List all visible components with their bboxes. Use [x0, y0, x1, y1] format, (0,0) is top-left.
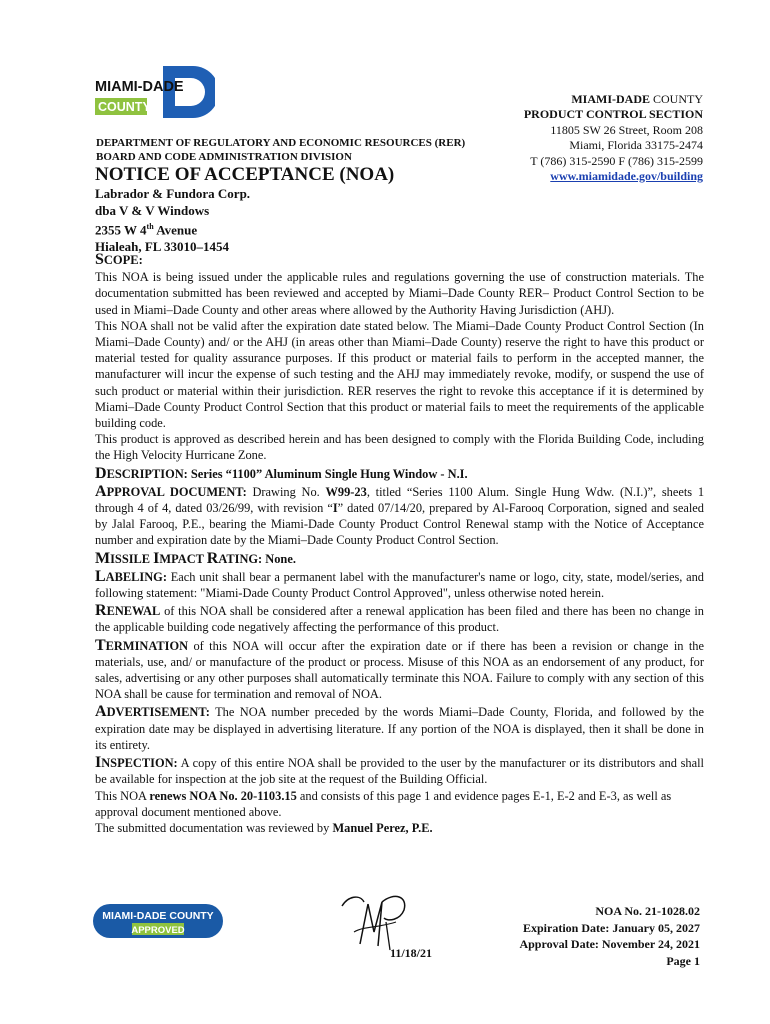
applicant-street-name: Avenue [153, 222, 198, 238]
office-name-bold: MIAMI-DADE [571, 92, 650, 106]
office-city: Miami, Florida 33175-2474 [569, 138, 703, 153]
signature-date: 11/18/21 [390, 946, 433, 960]
inspection-section: INSPECTION: A copy of this entire NOA shall be provided to the user by the manufacturer or its distributors and shall be available for inspection at the job site at the request of the Building Official. [95, 754, 704, 787]
applicant-street-suffix: th [146, 222, 154, 232]
office-website-link[interactable]: www.miamidade.gov/building [550, 169, 703, 184]
department-line2: BOARD AND CODE ADMINISTRATION DIVISION [96, 151, 352, 163]
office-section: PRODUCT CONTROL SECTION [523, 107, 703, 122]
missile-impact-section: MISSILE IMPACT RATING: None. [95, 549, 296, 567]
labeling-section: LABELING: Each unit shall bear a permanent label with the manufacturer's name or logo, city, state, model/series, and following statement: "Miami-Dade County Product Control Approved", unless otherwise noted herein. [95, 567, 704, 601]
scope-paragraph-3: This product is approved as described herein and has been designed to comply with the Florida Building Code, including the High Velocity Hurricane Zone. [95, 432, 704, 463]
department-line1: DEPARTMENT OF REGULATORY AND ECONOMIC RESOURCES (RER) [96, 137, 466, 149]
signature-image [338, 892, 438, 954]
scope-heading: SCOPE: [95, 251, 143, 268]
svg-text:MIAMI-DADE: MIAMI-DADE [95, 79, 184, 95]
applicant-city: Hialeah, FL 33010–1454 [95, 239, 229, 255]
noa-body [95, 252, 704, 836]
termination-section: TERMINATION of this NOA will occur after the expiration date or if there has been a revision or change in the materials, use, and/ or manufacture of the product or process. Misuse of this NOA as an endorsement of any product, for sales, advertising or any other purposes shall automatically terminate this NOA. Failure to comply with any section of this NOA shall be cause for termination and removal of NOA. [95, 636, 704, 702]
applicant-street [95, 219, 250, 239]
renews-statement: This NOA renews NOA No. 20-1103.15 and consists of this page 1 and evidence pages E-1, E-2 and E-3, as well as approval document mentioned above. [95, 788, 672, 819]
approval-document-section: APPROVAL DOCUMENT: Drawing No. W99-23, titled “Series 1100 Alum. Single Hung Wdw. (N.I.)”, sheets 1 through 4 of 4, dated 03/26/99, with revision “I” dated 07/14/20, prepared by Al-Farooq Corporation, signed and sealed by Jalal Farooq, P.E., bearing the Miami-Dade County Product Control Renewal stamp with the Notice of Acceptance number and expiration date by the Miami–Dade County Product Control Section. [95, 482, 705, 548]
scope-paragraph-1: This NOA is being issued under the applicable rules and regulations governing the use of construction materials. The documentation submitted has been reviewed and accepted by Miami–Dade County RER– Product Control Section to be used in Miami–Dade County and other areas where allowed by the Authority Having Jurisdiction (AHJ). [95, 270, 704, 317]
applicant-line2: dba V & V Windows [95, 202, 210, 218]
svg-text:APPROVED: APPROVED [131, 925, 185, 936]
svg-text:MIAMI-DADE COUNTY: MIAMI-DADE COUNTY [102, 910, 214, 922]
page-number: Page 1 [666, 953, 700, 968]
miami-dade-logo [93, 64, 215, 120]
applicant-line1: Labrador & Fundora Corp. [95, 186, 251, 201]
renewal-section: RENEWAL of this NOA shall be considered after a renewal application has been filed and there has been no change in the applicable building code negatively affecting the performance of this product. [95, 602, 704, 635]
approval-date: Approval Date: November 24, 2021 [519, 937, 700, 951]
office-name-rest: COUNTY [650, 92, 703, 106]
page-title: NOTICE OF ACCEPTANCE (NOA) [95, 164, 395, 185]
department-block [96, 136, 465, 164]
office-street: 11805 SW 26 Street, Room 208 [550, 122, 703, 137]
noa-number: NOA No. 21-1028.02 [595, 904, 700, 918]
office-address [524, 92, 703, 184]
advertisement-section: ADVERTISEMENT: The NOA number preceded by the words Miami–Dade County, Florida, and followed by the expiration date may be displayed in advertising literature. If any portion of the NOA is displayed, then it shall be done in its entirety. [95, 703, 704, 752]
scope-paragraph-2: This NOA shall not be valid after the expiration date stated below. The Miami–Dade County Product Control Section (In Miami–Dade County) and/ or the AHJ (in areas other than Miami–Dade County) reserve the right to have this product or material tested for quality assurance purposes. If this product or material fails to perform in the accepted manner, the manufacturer will incur the expense of such testing and the AHJ may immediately revoke, modify, or suspend the use of such product or material within their jurisdiction. RER reserves the right to revoke this acceptance if it is determined by Miami–Dade County Product Control Section that this product or material fails to meet the requirements of the applicable building code. [95, 318, 704, 431]
applicant-address [95, 186, 250, 256]
applicant-street-number: 2355 W 4 [95, 222, 147, 238]
reviewed-by: The submitted documentation was reviewed by Manuel Perez, P.E. [95, 820, 433, 835]
description-section: DESCRIPTION: Series “1100” Aluminum Single Hung Window - N.I. [95, 464, 468, 482]
approved-stamp [92, 903, 224, 939]
noa-footer-info [519, 903, 700, 969]
expiration-date: Expiration Date: January 05, 2027 [523, 920, 700, 935]
office-phones: T (786) 315-2590 F (786) 315-2599 [530, 153, 703, 168]
svg-text:COUNTY: COUNTY [98, 100, 151, 114]
